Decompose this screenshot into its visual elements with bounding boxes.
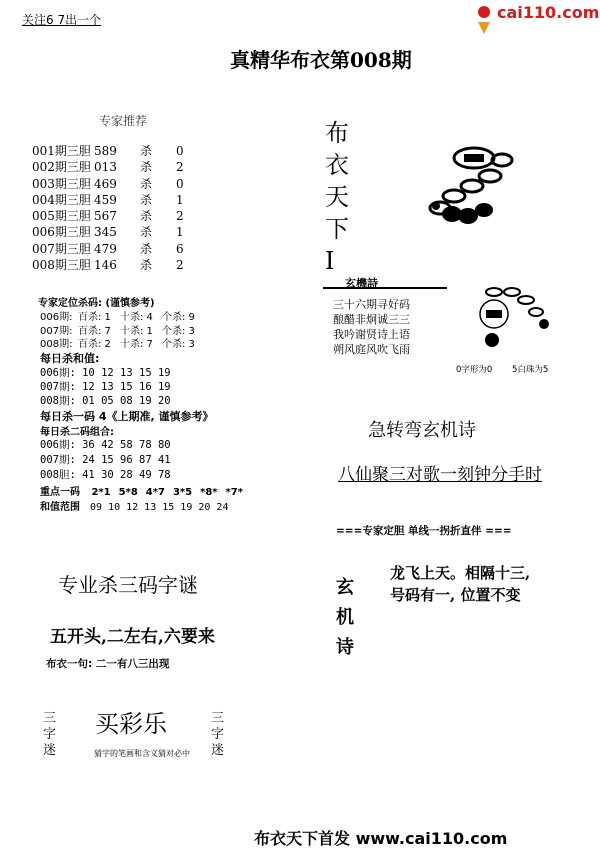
- recommend-row: [32, 159, 196, 175]
- focus-one-value: 3*5: [172, 487, 193, 498]
- position-kill-c: 个杀: 3: [162, 325, 195, 337]
- focus-one-value: 2*1: [91, 487, 111, 498]
- recommend-row: [32, 192, 196, 208]
- recommend-issue: 005期三胆: [32, 209, 91, 224]
- szm-char: 字: [211, 727, 225, 742]
- kill-sum-title: 每日杀和值:: [40, 352, 100, 365]
- recommend-kill: 杀: [140, 144, 153, 158]
- vertical-title-char: 下: [325, 215, 349, 243]
- recommend-kill: 杀: [140, 209, 153, 224]
- lf-line: 号码有一, 位置不变: [390, 586, 521, 604]
- position-kill-a: 百杀: 2: [78, 339, 111, 350]
- szm-char: 迷: [43, 743, 57, 758]
- position-kill-issue: 007期:: [40, 325, 73, 337]
- expert-line: ===专家定胆 单线一拐折直伴 ===: [336, 525, 512, 537]
- szm-char: 字: [43, 727, 57, 742]
- sum-range-values: 09 10 12 13 15 19 20 24: [90, 502, 229, 513]
- xjs-vertical: [336, 573, 356, 663]
- xjs-char: 诗: [336, 637, 354, 658]
- recommend-issue: 004期三胆: [32, 192, 91, 207]
- poem-line: 我吟谢贤诗上语: [333, 328, 410, 341]
- poem-line: 朔风庭风吹飞雨: [333, 343, 410, 356]
- recommend-nums: 013: [94, 160, 117, 175]
- sum-range-label: 和值范围: [40, 502, 80, 513]
- position-kill-title: 专家定位杀码: (谨慎参考): [38, 298, 155, 309]
- focus-one-value: *7*: [225, 487, 243, 498]
- recommend-val: 2: [176, 160, 184, 175]
- recommend-row: [32, 241, 196, 257]
- kill-two-row: 006期: 36 42 58 78 80: [40, 439, 171, 451]
- recommend-nums: 459: [94, 192, 117, 207]
- recommend-val: 6: [176, 241, 184, 256]
- riddle-main: 五开头,二左右,六要来: [50, 627, 215, 647]
- recommend-val: 2: [176, 258, 184, 273]
- lf-line: 龙飞上天。相隔十三,: [390, 564, 531, 582]
- recommend-row: [32, 224, 196, 240]
- recommend-val: 0: [176, 176, 184, 191]
- kill-one-title: 每日杀一码 4《上期准, 谨慎参考》: [40, 410, 214, 423]
- xjs-char: 玄: [336, 577, 354, 598]
- position-kill-c: 个杀: 3: [162, 339, 195, 350]
- recommend-kill: 杀: [140, 160, 153, 175]
- caption-right: 5白珠为5: [512, 365, 549, 375]
- position-kill-a: 百杀: 7: [78, 325, 111, 337]
- recommend-nums: 469: [94, 176, 117, 191]
- position-kill-c: 个杀: 9: [162, 312, 195, 323]
- kill-sum-row: 007期: 12 13 15 16 19: [40, 381, 171, 393]
- recommend-issue: 001期三胆: [32, 144, 91, 158]
- recommend-nums: 479: [94, 241, 117, 256]
- recommend-nums: 589: [94, 144, 117, 158]
- kill-sum-row: 008期: 01 05 08 19 20: [40, 395, 171, 407]
- recommend-row: [32, 143, 196, 159]
- recommend-kill: 杀: [140, 258, 153, 273]
- riddle-title: 专业杀三码字谜: [58, 573, 198, 597]
- mystic-poem-title: 急转弯玄机诗: [368, 420, 476, 441]
- caption-left: 0字形为0: [456, 365, 493, 375]
- buyi-vertical-title: [325, 117, 349, 277]
- position-kill-row: [40, 325, 195, 339]
- site-logo-text: cai110.com: [497, 3, 600, 22]
- position-kill-b: 十杀: 7: [120, 339, 153, 350]
- recommend-kill: 杀: [140, 241, 153, 256]
- xjs-char: 机: [336, 607, 354, 628]
- sum-range-row: [40, 498, 228, 513]
- recommend-row: [32, 176, 196, 192]
- kill-two-title: 每日杀二码组合:: [40, 427, 114, 438]
- buyi-line: 布衣一句: 二一有八三出现: [46, 658, 170, 670]
- kill-two-row: 007期: 24 15 96 87 41: [40, 454, 171, 466]
- kill-two-list: [40, 438, 171, 483]
- vertical-title-char: 衣: [325, 151, 349, 179]
- mcl-title: 买彩乐: [95, 710, 167, 738]
- top-note: 关注6 7出一个: [22, 13, 102, 27]
- focus-one-value: 5*8: [118, 487, 138, 498]
- position-kill-issue: 008期:: [40, 339, 73, 350]
- recommend-title: 专家推荐: [99, 114, 148, 128]
- recommend-row: [32, 208, 196, 224]
- recommend-val: 0: [176, 144, 184, 158]
- poem-top-rule: [323, 287, 447, 289]
- focus-one-value: 4*7: [145, 487, 165, 498]
- recommend-row: [32, 257, 196, 273]
- poem-box-title: 玄機詩: [345, 277, 378, 290]
- szm-char: 三: [43, 711, 57, 726]
- recommend-issue: 003期三胆: [32, 176, 91, 191]
- position-kill-issue: 006期:: [40, 312, 73, 323]
- recommend-kill: 杀: [140, 192, 153, 207]
- focus-one-row: [40, 483, 243, 498]
- recommend-val: 2: [176, 209, 184, 224]
- poem-line: 酿醋非炯诚三三: [333, 313, 410, 326]
- recommend-issue: 006期三胆: [32, 225, 91, 240]
- footer-text: 布衣天下首发 www.cai110.com: [254, 829, 508, 848]
- recommend-issue: 008期三胆: [32, 258, 91, 273]
- position-kill-b: 十杀: 4: [120, 312, 153, 323]
- vertical-title-char: 布: [325, 119, 349, 147]
- kill-sum-list: [40, 366, 171, 408]
- position-kill-list: [40, 311, 195, 352]
- recommend-issue: 007期三胆: [32, 241, 91, 256]
- recommend-kill: 杀: [140, 176, 153, 191]
- chain-puzzle-icon: [412, 140, 552, 240]
- szm-left: [43, 711, 59, 759]
- focus-one-label: 重点一码: [40, 487, 80, 498]
- bx-line: 八仙聚三对歌一刻钟分手时: [338, 465, 542, 485]
- szm-char: 三: [211, 711, 225, 726]
- poem-lines: [333, 297, 410, 357]
- vertical-title-char: 天: [325, 183, 349, 211]
- kill-sum-row: 006期: 10 12 13 15 19: [40, 367, 171, 379]
- position-kill-a: 百杀: 1: [78, 312, 111, 323]
- recommend-val: 1: [176, 225, 184, 240]
- recommend-val: 1: [176, 192, 184, 207]
- poem-line: 三十六期寻好码: [333, 298, 410, 311]
- focus-one-value: *8*: [200, 487, 218, 498]
- szm-char: 迷: [211, 743, 225, 758]
- position-kill-row: [40, 311, 195, 325]
- vertical-title-char: I: [325, 247, 335, 275]
- kill-two-row: 008胆: 41 30 28 49 78: [40, 469, 171, 481]
- recommend-nums: 146: [94, 258, 117, 273]
- recommend-issue: 002期三胆: [32, 160, 91, 175]
- recommend-nums: 567: [94, 209, 117, 224]
- recommend-nums: 345: [94, 225, 117, 240]
- szm-right: [211, 711, 227, 759]
- mcl-sub: 猜字的笔画和含义猜对必中: [94, 749, 190, 758]
- lf-lines: [390, 562, 530, 606]
- recommend-kill: 杀: [140, 225, 153, 240]
- page-title: 真精华布衣第008期: [230, 48, 412, 72]
- position-kill-b: 十杀: 1: [120, 325, 153, 337]
- recommend-list: [32, 143, 196, 273]
- bead-chain-icon: [462, 280, 562, 360]
